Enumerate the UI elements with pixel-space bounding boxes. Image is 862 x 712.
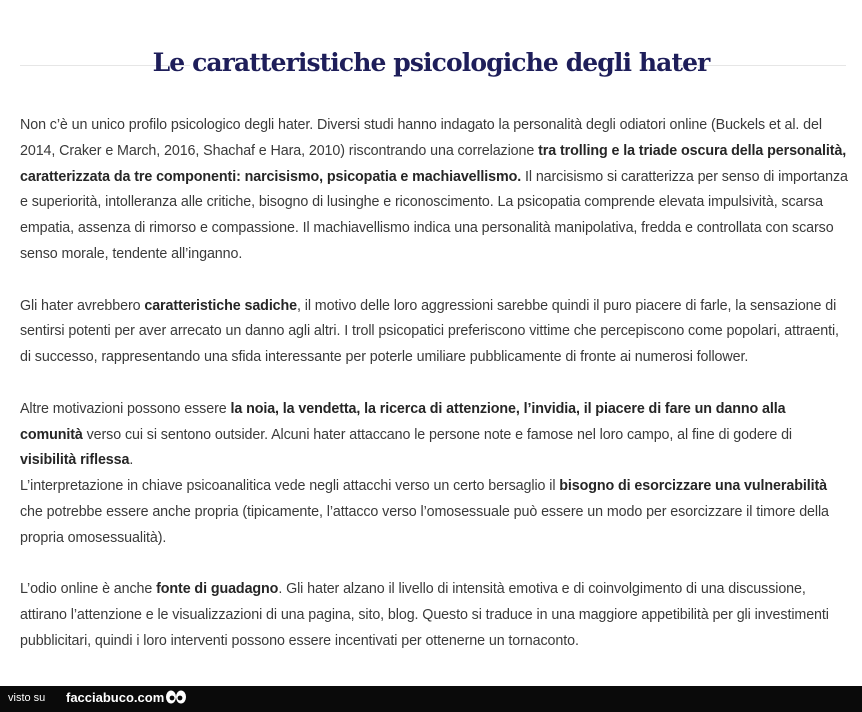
paragraph-triade <box>20 113 850 268</box>
text-run: verso cui si sentono outsider. Alcuni hater attaccano le persone note e famose nel loro campo, al fine di godere di <box>82 426 792 443</box>
text-run: L’odio online è anche <box>20 581 157 598</box>
text-run: L’interpretazione in chiave psicoanalitica vede negli attacchi verso un certo bersaglio il <box>20 478 560 495</box>
watermark-brand[interactable]: facciabuco.com <box>66 690 165 705</box>
watermark-visto-label: visto su <box>8 692 46 704</box>
text-run: Altre motivazioni possono essere <box>20 400 231 417</box>
text-run: che potrebbe essere anche propria (tipicamente, l’attacco verso l’omosessuale può essere un modo per esorcizzare il timore della propria omosessualità). <box>20 503 829 546</box>
bold-text-run: caratteristiche sadiche <box>144 297 298 314</box>
text-run: Gli hater avrebbero <box>20 297 145 314</box>
bold-text-run: la noia, la vendetta, la ricerca di attenzione, l’invidia, il piacere di fare un danno alla comunità <box>20 400 786 443</box>
bold-text-run: fonte di guadagno <box>156 581 279 598</box>
text-run: . Gli hater alzano il livello di intensità emotiva e di coinvolgimento di una discussione, attirano l’attenzione e le visualizzazioni di una pagina, sito, blog. Questo si traduce in una maggiore appetibilità per gli investimenti pubblicitari, quindi i loro interventi possono essere incentivati per ottenerne un tornaconto. <box>20 581 829 649</box>
paragraph-guadagno <box>20 577 850 654</box>
text-run: Il narcisismo si caratterizza per senso di importanza e superiorità, intolleranza alle critiche, bisogno di lusinghe e riconoscimento. La psicopatia comprende elevata impulsività, scarsa empatia, assenza di rimorso e compassione. Il machiavellismo indica una personalità manipolativa, fredda e controllata con scarso senso morale, tendente all’inganno. <box>20 168 848 262</box>
paragraph-sadiche <box>20 294 850 371</box>
text-run: Non c’è un unico profilo psicologico degli hater. Diversi studi hanno indagato la personalità degli odiatori online (Buckels et al. del 2014, Craker e March, 2016, Shachaf e Hara, 2010) riscontrando una correlazione <box>20 117 822 159</box>
paragraph-motivazioni <box>20 397 850 474</box>
watermark-footer <box>0 686 862 712</box>
text-run: . <box>129 452 134 469</box>
paragraph-psicoanalitica <box>20 474 850 551</box>
bold-text-run: bisogno di esorcizzare una vulnerabilità <box>559 478 827 495</box>
googly-eyes-icon <box>165 689 187 705</box>
page-title: Le caratteristiche psicologiche degli hater <box>152 48 710 77</box>
text-run: , il motivo delle loro aggressioni sarebbe quindi il puro piacere di farle, la sensazione di sentirsi potenti per aver arrecato un danno agli altri. I troll psicopatici preferiscono vittime che percepiscono come popolari, attraenti, di successo, rappresentando una sfida interessante per poterle umiliare pubblicamente di fronte ai numerosi follower. <box>20 297 839 366</box>
bold-text-run: tra trolling e la triade oscura della personalità, caratterizzata da tre componenti: narcisismo, psicopatia e machiavellismo. <box>20 142 847 185</box>
bold-text-run: visibilità riflessa <box>20 452 130 469</box>
article-body <box>20 113 850 655</box>
title-header <box>0 44 862 88</box>
